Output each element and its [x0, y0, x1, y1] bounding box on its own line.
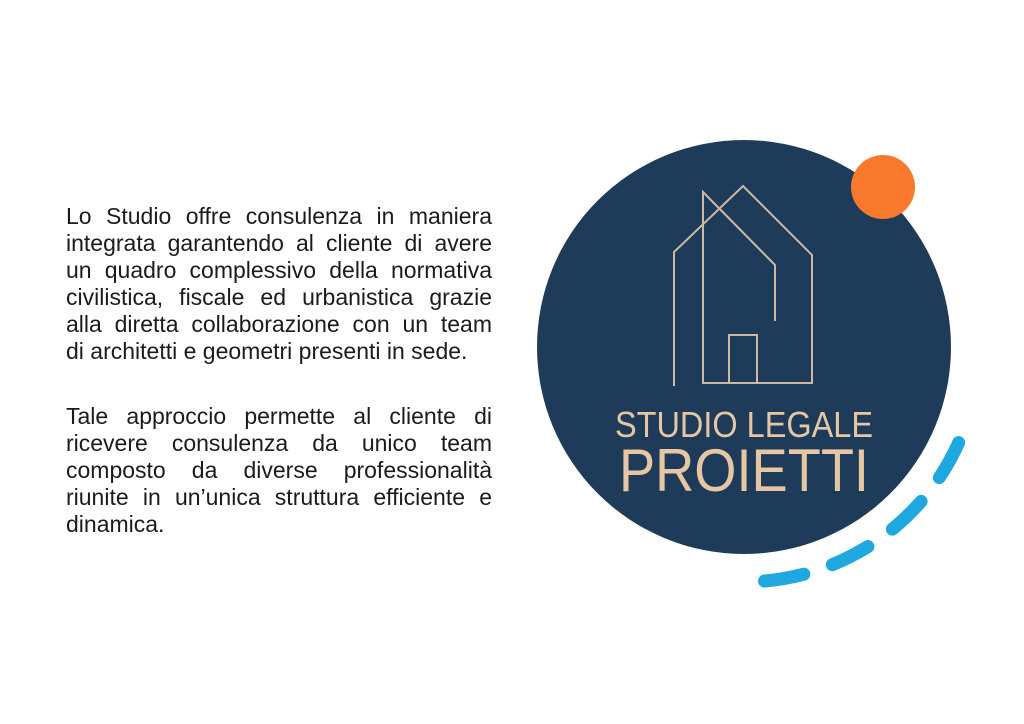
- paragraph-2-line: dinamica.: [66, 511, 165, 537]
- paragraph-1-line: un quadro complessivo della normativa: [66, 257, 492, 283]
- paragraph-2-line: composto da diverse professionalità: [66, 457, 492, 483]
- paragraph-1-line: di architetti e geometri presenti in sede.: [66, 338, 468, 364]
- orange-accent-dot: [851, 155, 915, 219]
- paragraph-1-line: civilistica, fiscale ed urbanistica grazie: [66, 284, 492, 310]
- paragraph-1-line: integrata garantendo al cliente di avere: [66, 230, 492, 256]
- wordmark-studio-legale: STUDIO LEGALE: [615, 404, 873, 445]
- wordmark-proietti: PROIETTI: [619, 437, 869, 504]
- paragraph-2-line: ricevere consulenza da unico team: [66, 430, 492, 456]
- paragraph-2-line: riunite in un’unica struttura efficiente e: [66, 484, 492, 510]
- paragraph-1-line: alla diretta collaborazione con un team: [66, 311, 492, 337]
- paragraph-2-line: Tale approccio permette al cliente di: [66, 403, 492, 429]
- paragraph-1-line: Lo Studio offre consulenza in maniera: [66, 203, 492, 229]
